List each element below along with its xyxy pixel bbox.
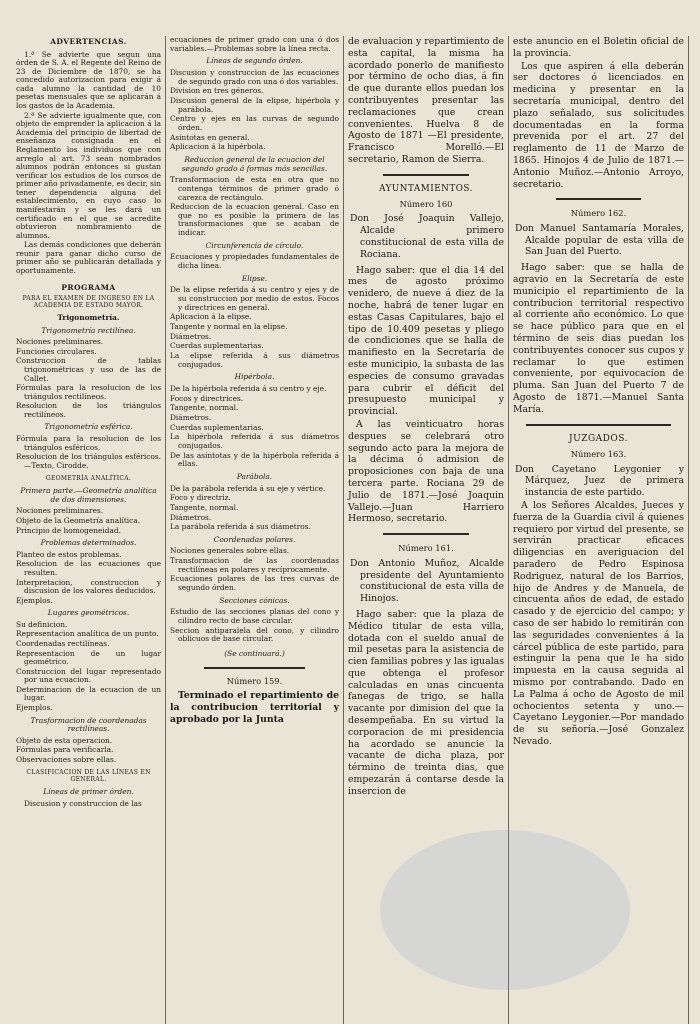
- programa-subheading: PARA EL EXAMEN DE INGRESO EN LA ACADEMIA DE ESTADO MAYOR.: [22, 295, 155, 310]
- subsection-heading: Primera parte.—Geometría analítica de dos dimensiones.: [20, 486, 157, 504]
- list-item: De la elipse referida á su centro y ejes y de su construccion por medio de estos. Focos y directrices en general.: [170, 285, 339, 312]
- list-item: Objeto de esta operacion.: [16, 735, 113, 745]
- list-item: Tangente y normal en la elipse.: [170, 322, 288, 332]
- divider: [204, 667, 305, 669]
- divider: [556, 198, 642, 200]
- list-item: Transformacion de las coordenadas rectilíneas en polares y recíprocamente.: [170, 556, 339, 574]
- list-item: Diámetros.: [170, 412, 212, 422]
- list-item: Funciones circulares.: [16, 346, 97, 356]
- list-item: Su definicion.: [16, 619, 68, 629]
- list-item: Transformacion de esta en otra que no contenga términos de primer grado ó carezca de rectángulo.: [170, 175, 339, 202]
- list-item: Aplicacion á la hipérbola.: [170, 142, 266, 152]
- subsection-heading: Elipse.: [241, 273, 268, 283]
- divider: [383, 174, 469, 176]
- paragraph: este anuncio en el Boletin oficial de la provincia.: [513, 36, 684, 59]
- subsection-heading: Problemas determinados.: [40, 538, 137, 548]
- list-item: Coordenadas rectilíneas.: [16, 638, 110, 648]
- column-2: [166, 36, 344, 1024]
- programa-heading: PROGRAMA: [61, 282, 116, 292]
- subsection-heading: Coordenadas polares.: [213, 534, 296, 544]
- notice-intro: Don Antonio Muñoz, Alcalde presidente del Ayuntamiento constitucional de esta villa de Hinojos.: [350, 557, 504, 605]
- list-item: Interpretacion, construccion y discusion de los valores deducidos.: [16, 577, 161, 596]
- section-heading: GEOMETRÍA ANALÍTICA.: [45, 475, 132, 483]
- paragraph: A los Señores Alcaldes, Jueces y fuerza de la Guardia civil á quienes requiero por virtud del presente, se servirán practicar eficaces diligencias en averiguacion del paradero de Pedro Espinosa Rodriguez, natural de los Barrios, hijo de Andres y de Manuela, de cincuenta años de edad, de estado casado y de ejercicio del campo; y caso de ser habido lo remitirán con las seguridades convenientes á la cárcel pública de este partido, para estinguir la pena que le ha sido impuesta en la causa seguida al mismo por contrabando. Dado en La Palma á ocho de Agosto de mil ochocientos setenta y uno.—Cayetano Leygonier.—Por mandado de su señoría.—José Gonzalez Nevado.: [513, 499, 684, 747]
- list-item: Seccion antiparalela del cono, y cilindro oblicuos de base circular.: [170, 625, 339, 644]
- list-item: Nociones preliminares.: [16, 506, 104, 516]
- subsection-heading: Trigonometría esférica.: [44, 422, 133, 432]
- list-item: Centro y ejes en las curvas de segundo órden.: [170, 114, 339, 132]
- subsection-heading: Circunferencia de círculo.: [205, 240, 304, 250]
- list-item: La hipérbola referida á sus diámetros conjugados.: [170, 432, 339, 450]
- list-item: De la hipérbola referida á su centro y eje.: [170, 383, 327, 393]
- list-item: Construccion del lugar representado por una ecuacion.: [16, 666, 161, 685]
- paragraph: Los que aspiren á ella deberán ser doctores ó licenciados en medicina y presentar en la secretaría municipal, dentro del plazo señalado, sus solicitudes documentadas en la forma prevenida por el art. 27 del reglamento de 11 de Marzo de 1865. Hinojos 4 de Julio de 1871.—Antonio Muñoz.—Antonio Arroyo, secretario.: [513, 60, 684, 190]
- paragraph: Hago saber: que el dia 14 del mes de agosto próximo venidero, de nueve á diez de la noche, habrá de tener lugar en estas Casas Capitulares, bajo el tipo de 10.409 pesetas y pliego de condiciones que se halla de manifiesto en la Secretaría de este municipio, la subasta de las especies de consumo gravadas para cubrir el déficit del presupuesto municipal y provincial.: [348, 264, 504, 418]
- list-item: Ecuaciones polares de las tres curvas de segundo órden.: [170, 574, 339, 593]
- list-item: La elipse referida á sus diámetros conjugados.: [170, 351, 339, 369]
- juzgados-heading: JUZGADOS.: [569, 433, 628, 444]
- paragraph: Hago saber: que se halla de agravio en la Secretaría de este municipio el repartimiento de la contribucion territorial respectivo al corriente año económico. Lo que se hace público para que en el término de seis dias puedan los contribuyentes conocer sus cupos y reclamar lo que estimen conveniente, por equivocacion de pluma. San Juan del Puerto 7 de Agosto de 1871.—Manuel Santa María.: [513, 262, 684, 415]
- ayuntamientos-heading: AYUNTAMIENTOS.: [379, 183, 473, 194]
- notice-number: Número 161.: [398, 543, 454, 554]
- column-1: [12, 36, 166, 1024]
- notice-intro: Don José Joaquin Vallejo, Alcalde primero constitucional de esta villa de Rociana.: [350, 213, 504, 260]
- list-item: Estudio de las secciones planas del cono y cilindro recto de base circular.: [170, 607, 339, 626]
- paragraph: Terminado el repartimiento de la contribucion territorial y aprobado por la Junta: [170, 690, 339, 725]
- section-heading: Trigonometría.: [57, 313, 120, 323]
- subsection-heading: Trasformacion de coordenadas rectilíneas.: [30, 715, 147, 734]
- list-item: Representacion analítica de un punto.: [16, 629, 159, 639]
- list-item: Fórmulas para la resolucion de los triángulos rectilíneos.: [16, 383, 161, 401]
- list-item: Resolucion de los triángulos esféricos.—Texto, Cirodde.: [16, 452, 161, 470]
- subsection-heading: Hipérbola.: [234, 372, 275, 382]
- list-item: Reduccion de la ecuacion general. Caso en que no es posible la primera de las transformaciones que se acaban de indicar.: [170, 202, 339, 238]
- notice-number: Número 160: [399, 198, 453, 209]
- subsection-heading: Lugares geométricos.: [47, 608, 130, 618]
- paragraph: ecuaciones de primer grado con una ó dos variables.—Problemas sobre la línea recta.: [170, 36, 339, 53]
- list-item: Fórmulas para verificarla.: [16, 745, 114, 755]
- subsection-heading: Reduccion general de la ecuacion del segundo grado á formas más sencillas.: [181, 154, 328, 173]
- continued-note: (Se continuará.): [224, 649, 285, 659]
- list-item: De las asíntotas y de la hipérbola referida á ellas.: [170, 450, 339, 469]
- list-item: De la parábola referida á su eje y vértice.: [170, 483, 326, 493]
- section-heading: CLASIFICACION DE LAS LÍNEAS EN GENERAL.: [26, 769, 151, 784]
- subsection-heading: Secciones cónicas.: [219, 595, 290, 605]
- subsection-heading: Líneas de segundo órden.: [206, 56, 303, 66]
- list-item: Determinacion de la ecuacion de un lugar.: [16, 684, 161, 703]
- list-item: Discusion y construccion de las ecuaciones de segundo grado con una ó dos variables.: [170, 67, 339, 86]
- divider: [383, 533, 469, 535]
- list-item: Asíntotas en general.: [170, 132, 250, 142]
- list-item: Diámetros.: [170, 512, 212, 522]
- list-item: Discusion general de la elipse, hipérbola y parábola.: [170, 95, 339, 114]
- column-3: [344, 36, 509, 1024]
- advertencias-heading: ADVERTENCIAS.: [50, 37, 127, 46]
- notice-intro: Don Manuel Santamaría Morales, Alcalde popular de esta villa de San Juan del Puerto.: [515, 222, 684, 258]
- notice-number: Número 162.: [570, 208, 627, 219]
- column-4: [509, 36, 689, 1024]
- list-item: Resolucion de las ecuaciones que resulten.: [16, 559, 161, 577]
- notice-number: Número 163.: [570, 449, 627, 460]
- list-item: Cuerdas suplementarias.: [170, 422, 264, 432]
- list-item: Resolucion de los triángulos rectilíneos.: [16, 401, 161, 419]
- list-item: Representacion de un lugar geométrico.: [16, 648, 161, 667]
- list-item: Division en tres géneros.: [170, 86, 264, 96]
- list-item: Ecuaciones y propiedades fundamentales de dicha línea.: [170, 252, 339, 271]
- list-item: Cuerdas suplementarias.: [170, 341, 264, 351]
- notice-intro: Don Cayetano Leygonier y Márquez, Juez de primera instancia de este partido.: [515, 463, 684, 499]
- subsection-heading: Parábola.: [236, 471, 273, 481]
- paragraph: Discusion y construccion de las: [24, 798, 142, 808]
- list-item: Tangente, normal.: [170, 403, 239, 413]
- divider: [526, 424, 671, 426]
- list-item: Observaciones sobre ellas.: [16, 754, 117, 764]
- list-item: La parábola referida á sus diámetros.: [170, 522, 311, 532]
- paragraph: 1.ª Se advierte que segun una órden de S. A. el Regente del Reino de 23 de Diciembre de 1870, se ha concedido autorizacion para exigir á cada alumno la cantidad de 10 pesetas mensuales que se aplicarán á los gastos de la Academia.: [16, 49, 161, 111]
- list-item: Tangente, normal.: [170, 502, 239, 512]
- paragraph: A las veinticuatro horas despues se celebrará otro segundo acto para la mejora de la décima ó admision de proposiciones con baja de una tercera parte. Rociana 29 de Julio de 1871.—José Joaquin Vallejo.—Juan Harriero Hermoso, secretario.: [348, 419, 504, 525]
- paragraph: de evaluacion y repartimiento de esta capital, la misma ha acordado ponerlo de manifiesto por término de ocho dias, á fin de que durante ellos puedan los contribuyentes presentar las reclamaciones que crean convenientes. Huelva 8 de Agosto de 1871 —El presidente, Francisco Morelló.—El secretario, Ramon de Sierra.: [348, 36, 504, 165]
- list-item: Focos y directrices.: [170, 393, 244, 403]
- subsection-heading: Trigonometría rectilínea.: [41, 325, 136, 335]
- list-item: Construccion de tablas trigonométricas y uso de las de Callet.: [16, 356, 161, 383]
- list-item: Nociones preliminares.: [16, 337, 104, 347]
- list-item: Ejemplos.: [16, 595, 53, 605]
- notice-number: Número 159.: [226, 675, 283, 686]
- list-item: Diámetros.: [170, 331, 212, 341]
- subsection-heading: Líneas de primer órden.: [43, 787, 134, 797]
- list-item: Nociones generales sobre ellas.: [170, 546, 290, 556]
- list-item: Principio de homogeneidad.: [16, 525, 121, 535]
- list-item: Fórmula para la resolucion de los triángulos esféricos.: [16, 434, 161, 452]
- list-item: Objeto de la Geometría analítica.: [16, 516, 141, 526]
- paragraph: Hago saber: que la plaza de Médico titular de esta villa, dotada con el sueldo anual de mil pesetas para la asistencia de cien familias pobres y las igualas que obtenga el profesor calculadas en unas cincuenta fanegas de trigo, se halla vacante por dimision del que la desempeñaba. En su virtud la corporacion de mi presidencia ha acordado se anuncie la vacante de dicha plaza, por término de treinta dias, que empezarán á contarse desde la insercion de: [348, 608, 504, 797]
- paragraph: Las demás condiciones que deberán reunir para ganar dicho curso de primer año se publicarán detallada y oportunamente.: [16, 240, 161, 276]
- list-item: Aplicacion á la elipse.: [170, 312, 252, 322]
- list-item: Ejemplos.: [16, 703, 53, 713]
- list-item: Foco y directriz.: [170, 493, 231, 503]
- list-item: Planteo de estos problemas.: [16, 549, 122, 559]
- paragraph: 2.ª Se advierte igualmente que, con objeto de emprender la aplicacion á la Academia del principio de libertad de enseñanza consignada en el Reglamento los individuos que con arreglo al art. 73 sean nombrados alumnos podrán entonces si gustan verificar los estudios de los cursos de primer año privadamente, es decir, sin tener dependencia alguna del establecimiento, en cuyo caso lo manifestarán y se les dará un certificado en el que se acredite obtuvieron nombramiento de alumnos.: [16, 110, 161, 240]
